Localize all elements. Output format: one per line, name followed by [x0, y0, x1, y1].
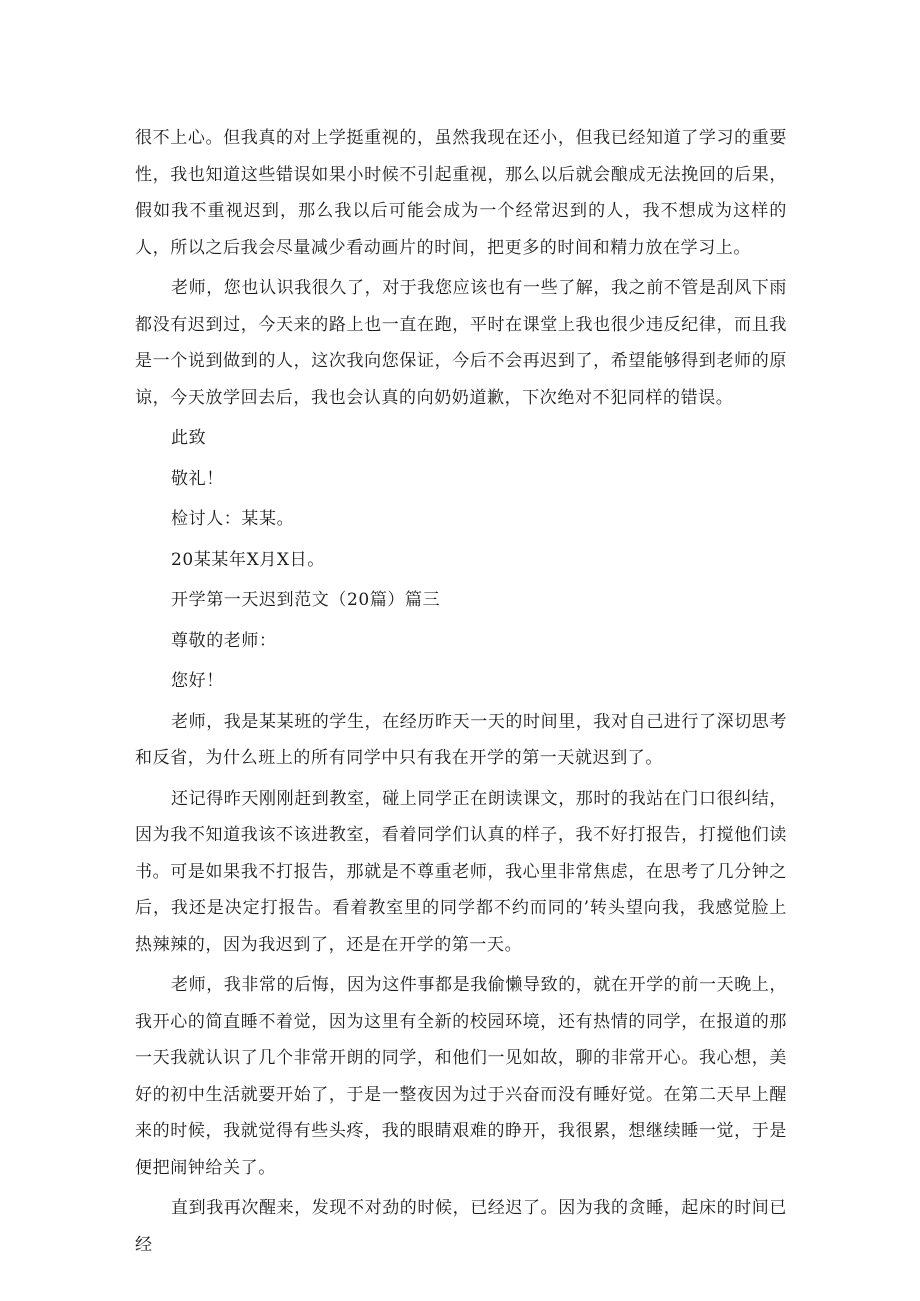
paragraph-continuation: 很不上心。但我真的对上学挺重视的，虽然我现在还小，但我已经知道了学习的重要性，我也知道这些错误如果小时候不引起重视，那么以后就会酿成无法挽回的后果，假如我不重视迟到，那么我以后可能会成为一个经常迟到的人，我不想成为这样的人，所以之后我会尽量减少看动画片的时间，把更多的时间和精力放在学习上。	[135, 128, 787, 258]
paragraph-oversleep: 直到我再次醒来，发现不对劲的时候，已经迟了。因为我的贪睡，起床的时间已经	[135, 1198, 787, 1255]
paragraph-intro: 老师，我是某某班的学生，在经历昨天一天的时间里，我对自己进行了深切思考和反省，为什么班上的所有同学中只有我在开学的第一天就迟到了。	[135, 711, 787, 768]
greeting-hello: 您好！	[171, 671, 224, 691]
closing-regards: 敬礼！	[171, 468, 224, 489]
closing-salutation: 此致	[171, 428, 207, 448]
section-title: 开学第一天迟到范文（20篇）篇三	[171, 590, 441, 610]
greeting-recipient: 尊敬的老师：	[171, 630, 277, 651]
paragraph-classroom: 还记得昨天刚刚赶到教室，碰上同学正在朗读课文，那时的我站在门口很纠结，因为我不知道我该不该进教室，看着同学们认真的样子，我不好打报告，打搅他们读书。可是如果我不打报告，那就是不尊重老师，我心里非常焦虑，在思考了几分钟之后，我还是决定打报告。看着教室里的同学都不约而同的’转头望向我，我感觉脸上热辣辣的，因为我迟到了，还是在开学的第一天。	[135, 788, 787, 955]
paragraph-regret: 老师，我非常的后悔，因为这件事都是我偷懒导致的，就在开学的前一天晚上，我开心的简直睡不着觉，因为这里有全新的校园环境，还有热情的同学，在报道的那一天我就认识了几个非常开朗的同学，和他们一见如故，聊的非常开心。我心想，美好的初中生活就要开始了，于是一整夜因为过于兴奋而没有睡好觉。在第二天早上醒来的时候，我就觉得有些头疼，我的眼睛艰难的睁开，我很累，想继续睡一觉，于是便把闹钟给关了。	[135, 975, 787, 1178]
paragraph-promise: 老师，您也认识我很久了，对于我您应该也有一些了解，我之前不管是刮风下雨都没有迟到过，今天来的路上也一直在跑，平时在课堂上我也很少违反纪律，而且我是一个说到做到的人，这次我向您保证，今后不会再迟到了，希望能够得到老师的原谅，今天放学回去后，我也会认真的向奶奶道歉，下次绝对不犯同样的错误。	[135, 278, 787, 408]
date-line: 20某某年X月X日。	[171, 549, 325, 570]
signature-line: 检讨人：某某。	[171, 509, 295, 529]
document-body	[135, 120, 787, 1267]
